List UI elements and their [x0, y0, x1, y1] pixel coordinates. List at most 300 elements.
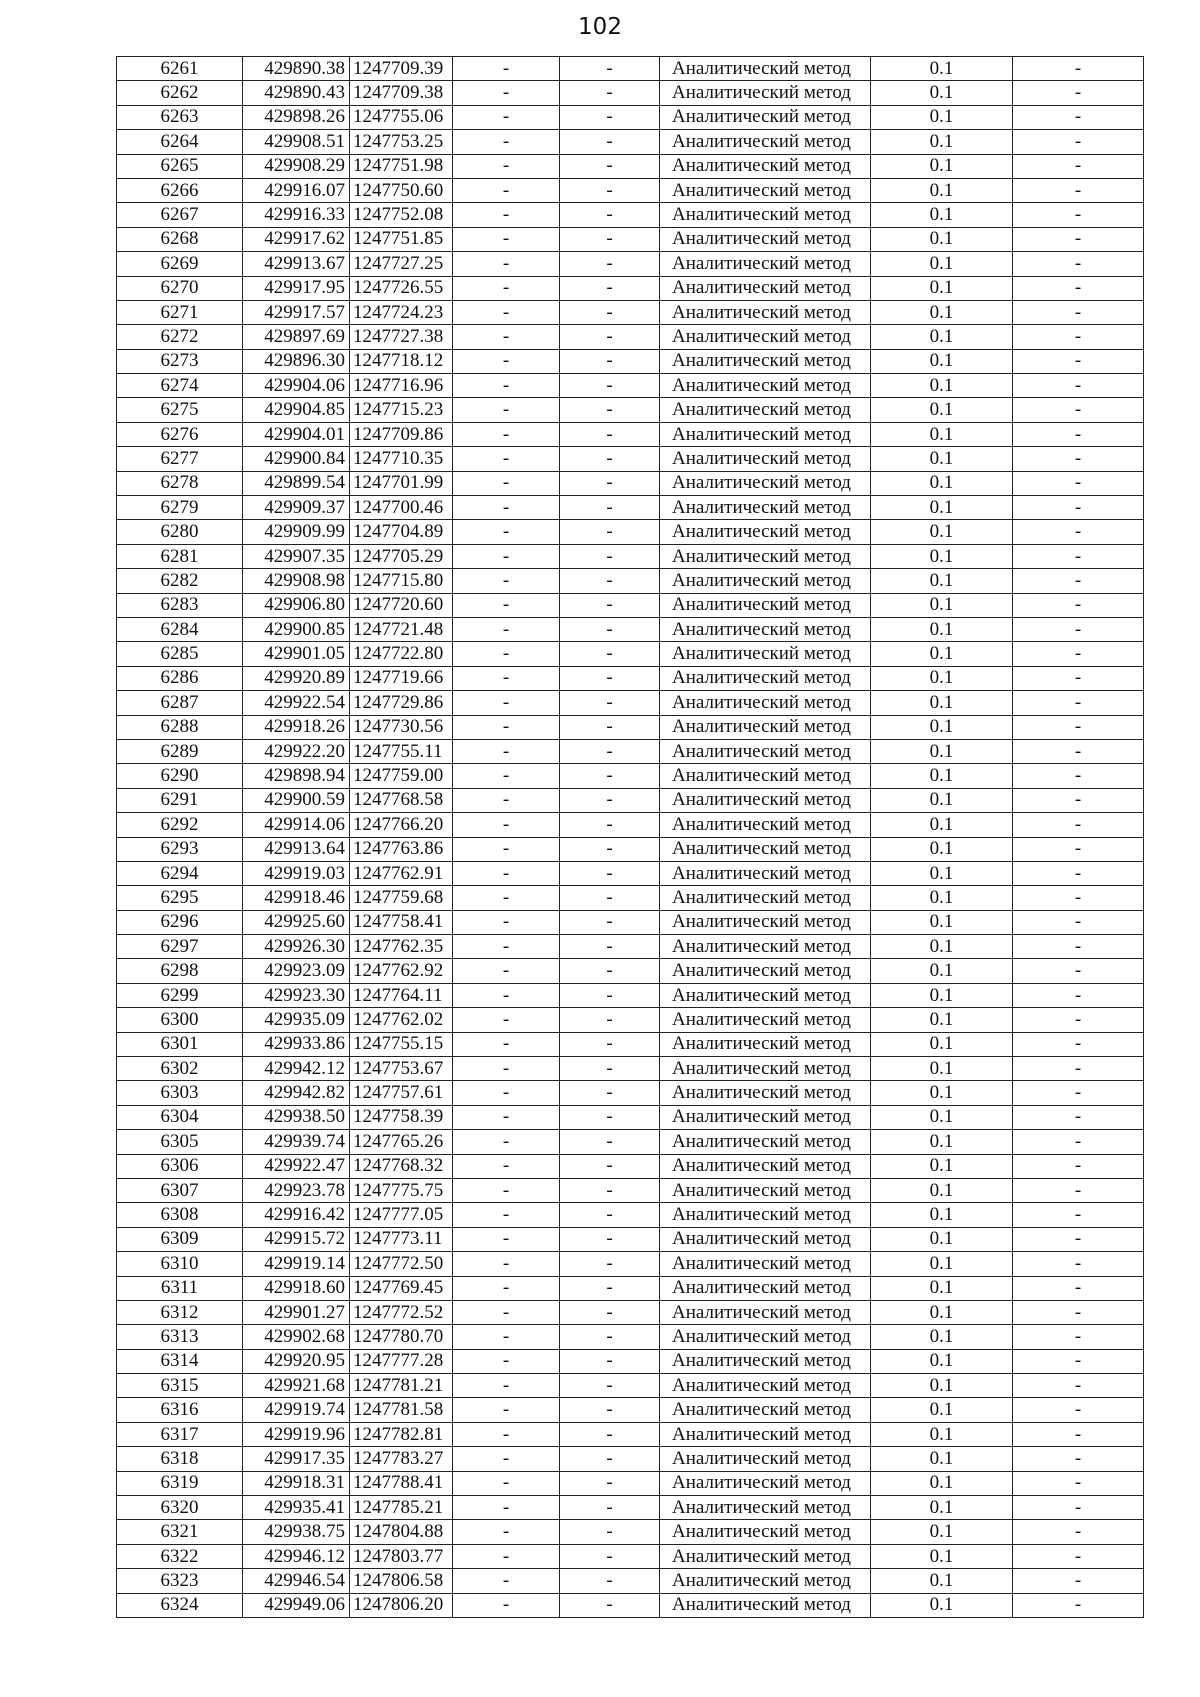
point-number-cell: 6310 [117, 1252, 243, 1276]
point-number-cell: 6289 [117, 739, 243, 763]
table-row [117, 593, 1144, 617]
point-number-cell: 6271 [117, 300, 243, 324]
accuracy-cell: 0.1 [871, 1496, 1013, 1520]
empty-dash-cell: - [453, 1569, 560, 1593]
empty-dash-cell: - [453, 788, 560, 812]
table-row [117, 1374, 1144, 1398]
empty-dash-cell: - [453, 130, 560, 154]
empty-dash-cell: - [560, 861, 660, 885]
table-row [117, 1227, 1144, 1251]
y-coordinate-cell: 1247705.29 [350, 544, 453, 568]
table-row [117, 496, 1144, 520]
empty-dash-cell: - [560, 1325, 660, 1349]
y-coordinate-cell: 1247781.58 [350, 1398, 453, 1422]
method-cell: Аналитический метод [660, 1471, 871, 1495]
y-coordinate-cell: 1247751.85 [350, 227, 453, 251]
y-coordinate-cell: 1247768.58 [350, 788, 453, 812]
y-coordinate-cell: 1247758.41 [350, 910, 453, 934]
method-cell: Аналитический метод [660, 227, 871, 251]
y-coordinate-cell: 1247715.23 [350, 398, 453, 422]
empty-dash-cell: - [560, 1130, 660, 1154]
point-number-cell: 6320 [117, 1496, 243, 1520]
accuracy-cell: 0.1 [871, 1544, 1013, 1568]
accuracy-cell: 0.1 [871, 227, 1013, 251]
empty-dash-cell: - [560, 691, 660, 715]
method-cell: Аналитический метод [660, 471, 871, 495]
empty-dash-cell: - [560, 154, 660, 178]
point-number-cell: 6301 [117, 1032, 243, 1056]
empty-dash-cell: - [1013, 1276, 1144, 1300]
empty-dash-cell: - [1013, 325, 1144, 349]
x-coordinate-cell: 429921.68 [243, 1374, 350, 1398]
empty-dash-cell: - [560, 57, 660, 81]
method-cell: Аналитический метод [660, 788, 871, 812]
empty-dash-cell: - [1013, 57, 1144, 81]
point-number-cell: 6313 [117, 1325, 243, 1349]
table-row [117, 57, 1144, 81]
method-cell: Аналитический метод [660, 1300, 871, 1324]
table-row [117, 1569, 1144, 1593]
x-coordinate-cell: 429896.30 [243, 349, 350, 373]
empty-dash-cell: - [453, 642, 560, 666]
accuracy-cell: 0.1 [871, 1422, 1013, 1446]
point-number-cell: 6261 [117, 57, 243, 81]
empty-dash-cell: - [1013, 203, 1144, 227]
y-coordinate-cell: 1247709.38 [350, 81, 453, 105]
empty-dash-cell: - [453, 178, 560, 202]
point-number-cell: 6322 [117, 1544, 243, 1568]
point-number-cell: 6290 [117, 764, 243, 788]
y-coordinate-cell: 1247777.28 [350, 1349, 453, 1373]
point-number-cell: 6276 [117, 422, 243, 446]
empty-dash-cell: - [1013, 447, 1144, 471]
x-coordinate-cell: 429917.57 [243, 300, 350, 324]
empty-dash-cell: - [1013, 130, 1144, 154]
empty-dash-cell: - [453, 227, 560, 251]
accuracy-cell: 0.1 [871, 813, 1013, 837]
table-body [117, 57, 1144, 1618]
method-cell: Аналитический метод [660, 252, 871, 276]
method-cell: Аналитический метод [660, 374, 871, 398]
empty-dash-cell: - [1013, 300, 1144, 324]
point-number-cell: 6318 [117, 1447, 243, 1471]
y-coordinate-cell: 1247724.23 [350, 300, 453, 324]
accuracy-cell: 0.1 [871, 1569, 1013, 1593]
accuracy-cell: 0.1 [871, 1227, 1013, 1251]
table-row [117, 130, 1144, 154]
method-cell: Аналитический метод [660, 1178, 871, 1202]
accuracy-cell: 0.1 [871, 496, 1013, 520]
point-number-cell: 6323 [117, 1569, 243, 1593]
empty-dash-cell: - [453, 1496, 560, 1520]
table-row [117, 1203, 1144, 1227]
empty-dash-cell: - [560, 130, 660, 154]
point-number-cell: 6275 [117, 398, 243, 422]
method-cell: Аналитический метод [660, 1130, 871, 1154]
method-cell: Аналитический метод [660, 203, 871, 227]
table-row [117, 422, 1144, 446]
point-number-cell: 6269 [117, 252, 243, 276]
empty-dash-cell: - [560, 447, 660, 471]
x-coordinate-cell: 429925.60 [243, 910, 350, 934]
table-row [117, 178, 1144, 202]
empty-dash-cell: - [453, 398, 560, 422]
x-coordinate-cell: 429904.01 [243, 422, 350, 446]
table-row [117, 325, 1144, 349]
empty-dash-cell: - [1013, 1057, 1144, 1081]
empty-dash-cell: - [1013, 813, 1144, 837]
empty-dash-cell: - [453, 252, 560, 276]
point-number-cell: 6303 [117, 1081, 243, 1105]
table-row [117, 1130, 1144, 1154]
y-coordinate-cell: 1247804.88 [350, 1520, 453, 1544]
y-coordinate-cell: 1247701.99 [350, 471, 453, 495]
method-cell: Аналитический метод [660, 617, 871, 641]
table-row [117, 349, 1144, 373]
table-row [117, 642, 1144, 666]
table-row [117, 1471, 1144, 1495]
y-coordinate-cell: 1247750.60 [350, 178, 453, 202]
y-coordinate-cell: 1247759.00 [350, 764, 453, 788]
x-coordinate-cell: 429916.33 [243, 203, 350, 227]
table-row [117, 1008, 1144, 1032]
accuracy-cell: 0.1 [871, 520, 1013, 544]
empty-dash-cell: - [453, 105, 560, 129]
empty-dash-cell: - [453, 154, 560, 178]
method-cell: Аналитический метод [660, 1520, 871, 1544]
accuracy-cell: 0.1 [871, 1252, 1013, 1276]
method-cell: Аналитический метод [660, 1081, 871, 1105]
point-number-cell: 6278 [117, 471, 243, 495]
table-row [117, 788, 1144, 812]
empty-dash-cell: - [453, 813, 560, 837]
y-coordinate-cell: 1247729.86 [350, 691, 453, 715]
x-coordinate-cell: 429946.54 [243, 1569, 350, 1593]
accuracy-cell: 0.1 [871, 886, 1013, 910]
accuracy-cell: 0.1 [871, 422, 1013, 446]
table-row [117, 1154, 1144, 1178]
x-coordinate-cell: 429890.38 [243, 57, 350, 81]
accuracy-cell: 0.1 [871, 739, 1013, 763]
empty-dash-cell: - [1013, 1422, 1144, 1446]
x-coordinate-cell: 429900.59 [243, 788, 350, 812]
method-cell: Аналитический метод [660, 1252, 871, 1276]
x-coordinate-cell: 429917.35 [243, 1447, 350, 1471]
empty-dash-cell: - [1013, 861, 1144, 885]
empty-dash-cell: - [560, 1227, 660, 1251]
y-coordinate-cell: 1247755.15 [350, 1032, 453, 1056]
accuracy-cell: 0.1 [871, 1008, 1013, 1032]
table-row [117, 1252, 1144, 1276]
empty-dash-cell: - [1013, 81, 1144, 105]
empty-dash-cell: - [1013, 935, 1144, 959]
empty-dash-cell: - [1013, 154, 1144, 178]
empty-dash-cell: - [560, 1300, 660, 1324]
accuracy-cell: 0.1 [871, 1471, 1013, 1495]
empty-dash-cell: - [560, 422, 660, 446]
empty-dash-cell: - [453, 1130, 560, 1154]
y-coordinate-cell: 1247772.50 [350, 1252, 453, 1276]
x-coordinate-cell: 429890.43 [243, 81, 350, 105]
x-coordinate-cell: 429920.89 [243, 666, 350, 690]
y-coordinate-cell: 1247762.92 [350, 959, 453, 983]
x-coordinate-cell: 429923.09 [243, 959, 350, 983]
point-number-cell: 6317 [117, 1422, 243, 1446]
y-coordinate-cell: 1247719.66 [350, 666, 453, 690]
table-row [117, 1447, 1144, 1471]
table-row [117, 1081, 1144, 1105]
y-coordinate-cell: 1247788.41 [350, 1471, 453, 1495]
y-coordinate-cell: 1247758.39 [350, 1105, 453, 1129]
method-cell: Аналитический метод [660, 569, 871, 593]
y-coordinate-cell: 1247803.77 [350, 1544, 453, 1568]
method-cell: Аналитический метод [660, 300, 871, 324]
y-coordinate-cell: 1247716.96 [350, 374, 453, 398]
empty-dash-cell: - [560, 813, 660, 837]
empty-dash-cell: - [560, 374, 660, 398]
table-row [117, 447, 1144, 471]
empty-dash-cell: - [560, 178, 660, 202]
empty-dash-cell: - [560, 1471, 660, 1495]
empty-dash-cell: - [1013, 1520, 1144, 1544]
empty-dash-cell: - [560, 1252, 660, 1276]
empty-dash-cell: - [453, 349, 560, 373]
empty-dash-cell: - [560, 1105, 660, 1129]
empty-dash-cell: - [560, 837, 660, 861]
accuracy-cell: 0.1 [871, 349, 1013, 373]
empty-dash-cell: - [453, 422, 560, 446]
empty-dash-cell: - [453, 1471, 560, 1495]
y-coordinate-cell: 1247781.21 [350, 1374, 453, 1398]
point-number-cell: 6302 [117, 1057, 243, 1081]
point-number-cell: 6263 [117, 105, 243, 129]
x-coordinate-cell: 429919.03 [243, 861, 350, 885]
y-coordinate-cell: 1247769.45 [350, 1276, 453, 1300]
x-coordinate-cell: 429922.54 [243, 691, 350, 715]
x-coordinate-cell: 429913.64 [243, 837, 350, 861]
method-cell: Аналитический метод [660, 1374, 871, 1398]
table-row [117, 1276, 1144, 1300]
y-coordinate-cell: 1247762.91 [350, 861, 453, 885]
empty-dash-cell: - [1013, 1178, 1144, 1202]
method-cell: Аналитический метод [660, 715, 871, 739]
accuracy-cell: 0.1 [871, 276, 1013, 300]
empty-dash-cell: - [560, 349, 660, 373]
method-cell: Аналитический метод [660, 349, 871, 373]
point-number-cell: 6282 [117, 569, 243, 593]
x-coordinate-cell: 429926.30 [243, 935, 350, 959]
empty-dash-cell: - [453, 520, 560, 544]
y-coordinate-cell: 1247763.86 [350, 837, 453, 861]
empty-dash-cell: - [1013, 471, 1144, 495]
accuracy-cell: 0.1 [871, 154, 1013, 178]
empty-dash-cell: - [560, 203, 660, 227]
accuracy-cell: 0.1 [871, 764, 1013, 788]
x-coordinate-cell: 429917.62 [243, 227, 350, 251]
empty-dash-cell: - [453, 325, 560, 349]
point-number-cell: 6312 [117, 1300, 243, 1324]
empty-dash-cell: - [1013, 1544, 1144, 1568]
empty-dash-cell: - [1013, 1300, 1144, 1324]
method-cell: Аналитический метод [660, 1496, 871, 1520]
x-coordinate-cell: 429918.31 [243, 1471, 350, 1495]
accuracy-cell: 0.1 [871, 203, 1013, 227]
accuracy-cell: 0.1 [871, 1447, 1013, 1471]
x-coordinate-cell: 429909.99 [243, 520, 350, 544]
accuracy-cell: 0.1 [871, 569, 1013, 593]
empty-dash-cell: - [560, 983, 660, 1007]
x-coordinate-cell: 429919.14 [243, 1252, 350, 1276]
empty-dash-cell: - [560, 276, 660, 300]
accuracy-cell: 0.1 [871, 252, 1013, 276]
method-cell: Аналитический метод [660, 520, 871, 544]
point-number-cell: 6292 [117, 813, 243, 837]
point-number-cell: 6279 [117, 496, 243, 520]
accuracy-cell: 0.1 [871, 935, 1013, 959]
empty-dash-cell: - [453, 300, 560, 324]
empty-dash-cell: - [560, 666, 660, 690]
empty-dash-cell: - [560, 1032, 660, 1056]
x-coordinate-cell: 429918.60 [243, 1276, 350, 1300]
empty-dash-cell: - [453, 1374, 560, 1398]
x-coordinate-cell: 429919.96 [243, 1422, 350, 1446]
method-cell: Аналитический метод [660, 764, 871, 788]
y-coordinate-cell: 1247785.21 [350, 1496, 453, 1520]
accuracy-cell: 0.1 [871, 447, 1013, 471]
empty-dash-cell: - [453, 715, 560, 739]
table-row [117, 1544, 1144, 1568]
table-row [117, 1105, 1144, 1129]
table-row [117, 813, 1144, 837]
empty-dash-cell: - [560, 1081, 660, 1105]
x-coordinate-cell: 429898.26 [243, 105, 350, 129]
point-number-cell: 6262 [117, 81, 243, 105]
x-coordinate-cell: 429898.94 [243, 764, 350, 788]
empty-dash-cell: - [453, 544, 560, 568]
empty-dash-cell: - [453, 935, 560, 959]
empty-dash-cell: - [1013, 1105, 1144, 1129]
point-number-cell: 6291 [117, 788, 243, 812]
x-coordinate-cell: 429918.46 [243, 886, 350, 910]
empty-dash-cell: - [560, 496, 660, 520]
method-cell: Аналитический метод [660, 105, 871, 129]
x-coordinate-cell: 429919.74 [243, 1398, 350, 1422]
y-coordinate-cell: 1247775.75 [350, 1178, 453, 1202]
empty-dash-cell: - [1013, 1325, 1144, 1349]
table-row [117, 935, 1144, 959]
empty-dash-cell: - [560, 959, 660, 983]
table-row [117, 715, 1144, 739]
table-row [117, 81, 1144, 105]
empty-dash-cell: - [453, 1032, 560, 1056]
table-row [117, 959, 1144, 983]
empty-dash-cell: - [453, 1203, 560, 1227]
empty-dash-cell: - [560, 544, 660, 568]
x-coordinate-cell: 429922.47 [243, 1154, 350, 1178]
method-cell: Аналитический метод [660, 130, 871, 154]
empty-dash-cell: - [453, 764, 560, 788]
empty-dash-cell: - [1013, 886, 1144, 910]
point-number-cell: 6286 [117, 666, 243, 690]
empty-dash-cell: - [453, 471, 560, 495]
x-coordinate-cell: 429913.67 [243, 252, 350, 276]
empty-dash-cell: - [560, 1008, 660, 1032]
table-row [117, 520, 1144, 544]
x-coordinate-cell: 429923.30 [243, 983, 350, 1007]
point-number-cell: 6300 [117, 1008, 243, 1032]
empty-dash-cell: - [1013, 715, 1144, 739]
y-coordinate-cell: 1247715.80 [350, 569, 453, 593]
method-cell: Аналитический метод [660, 1325, 871, 1349]
coordinates-table [116, 56, 1144, 1618]
method-cell: Аналитический метод [660, 398, 871, 422]
empty-dash-cell: - [453, 1325, 560, 1349]
y-coordinate-cell: 1247773.11 [350, 1227, 453, 1251]
table-row [117, 1032, 1144, 1056]
empty-dash-cell: - [560, 471, 660, 495]
point-number-cell: 6321 [117, 1520, 243, 1544]
x-coordinate-cell: 429901.05 [243, 642, 350, 666]
empty-dash-cell: - [453, 1008, 560, 1032]
x-coordinate-cell: 429900.85 [243, 617, 350, 641]
y-coordinate-cell: 1247704.89 [350, 520, 453, 544]
empty-dash-cell: - [1013, 178, 1144, 202]
table-row [117, 398, 1144, 422]
table-row [117, 276, 1144, 300]
point-number-cell: 6308 [117, 1203, 243, 1227]
empty-dash-cell: - [1013, 959, 1144, 983]
empty-dash-cell: - [560, 910, 660, 934]
accuracy-cell: 0.1 [871, 81, 1013, 105]
empty-dash-cell: - [453, 691, 560, 715]
empty-dash-cell: - [1013, 544, 1144, 568]
empty-dash-cell: - [1013, 1471, 1144, 1495]
x-coordinate-cell: 429942.82 [243, 1081, 350, 1105]
method-cell: Аналитический метод [660, 691, 871, 715]
empty-dash-cell: - [1013, 642, 1144, 666]
accuracy-cell: 0.1 [871, 593, 1013, 617]
method-cell: Аналитический метод [660, 422, 871, 446]
point-number-cell: 6311 [117, 1276, 243, 1300]
point-number-cell: 6285 [117, 642, 243, 666]
empty-dash-cell: - [1013, 1252, 1144, 1276]
accuracy-cell: 0.1 [871, 130, 1013, 154]
accuracy-cell: 0.1 [871, 1130, 1013, 1154]
accuracy-cell: 0.1 [871, 983, 1013, 1007]
point-number-cell: 6274 [117, 374, 243, 398]
page-number: 102 [578, 14, 622, 40]
empty-dash-cell: - [1013, 1569, 1144, 1593]
point-number-cell: 6296 [117, 910, 243, 934]
empty-dash-cell: - [453, 1252, 560, 1276]
point-number-cell: 6270 [117, 276, 243, 300]
x-coordinate-cell: 429904.85 [243, 398, 350, 422]
accuracy-cell: 0.1 [871, 57, 1013, 81]
x-coordinate-cell: 429918.26 [243, 715, 350, 739]
y-coordinate-cell: 1247757.61 [350, 1081, 453, 1105]
method-cell: Аналитический метод [660, 1008, 871, 1032]
accuracy-cell: 0.1 [871, 1203, 1013, 1227]
accuracy-cell: 0.1 [871, 1520, 1013, 1544]
point-number-cell: 6315 [117, 1374, 243, 1398]
empty-dash-cell: - [1013, 983, 1144, 1007]
empty-dash-cell: - [560, 325, 660, 349]
empty-dash-cell: - [560, 1544, 660, 1568]
table-row [117, 1057, 1144, 1081]
y-coordinate-cell: 1247780.70 [350, 1325, 453, 1349]
x-coordinate-cell: 429946.12 [243, 1544, 350, 1568]
accuracy-cell: 0.1 [871, 471, 1013, 495]
